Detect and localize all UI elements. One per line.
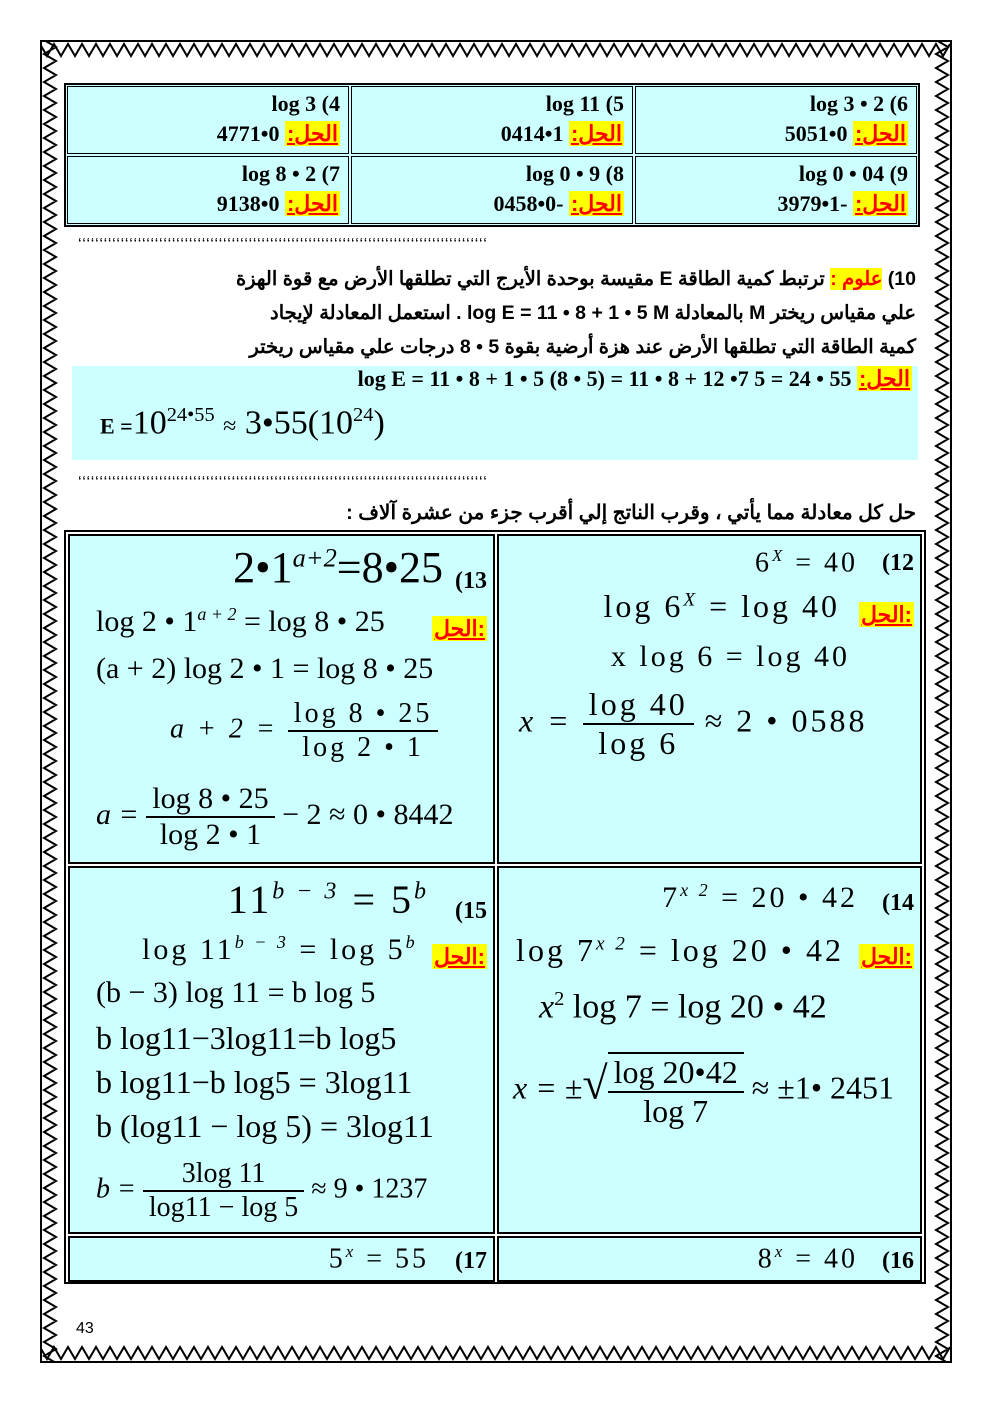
problem-17-number: (17 (455, 1248, 487, 1274)
problem-5: log 11 (5 (545, 91, 624, 116)
answer-8: -0•0458 (493, 191, 564, 216)
problem-17-equation: 5$^x$ = 55 (328, 1242, 429, 1275)
problem-15-step-5: b (log11 − log 5) = 3log11 (96, 1108, 434, 1144)
solution-label: الحل: (854, 121, 906, 146)
solution-label: الحل: (570, 121, 622, 146)
problem-13-number: (13 (455, 568, 487, 594)
solution-label: الحل: (433, 944, 485, 969)
problem-14-cell (497, 866, 922, 1234)
problem-10-text (78, 262, 916, 364)
problem-10-number: 10) (887, 268, 916, 290)
answer-7: 0•9138 (216, 191, 280, 216)
problem-10-result (100, 404, 385, 442)
decorative-border-right (930, 40, 952, 1363)
solution-label: الحل: (860, 944, 912, 969)
table-cell-5 (351, 86, 633, 154)
problem-15-number: (15 (455, 898, 487, 924)
equations-table (64, 530, 926, 1284)
problem-15-cell (68, 866, 495, 1234)
problem-14-equation: $7^{x 2} = 20$ • 42 (662, 880, 858, 914)
problem-10-line-1: ترتبط كمية الطاقة E مقيسة بوحدة الأيرج التي تطلقها الأرض مع قوة الهزة (235, 268, 825, 290)
problem-16-cell (497, 1236, 922, 1282)
answer-6: 0•5051 (784, 121, 848, 146)
problem-8: log 0 • 9 (8 (525, 161, 624, 186)
problem-12-equation: $6^X = 40$ (754, 546, 858, 579)
solution-label: الحل: (286, 121, 338, 146)
problem-13-step-4: a = $\frac{\log 8 • 25}{\log 2 • 1}$ − 2 ≈ 0 • 8442 (96, 782, 454, 851)
problem-9: log 0 • 04 (9 (798, 161, 908, 186)
problem-12-cell (497, 534, 922, 864)
solution-label: الحل: (286, 191, 338, 216)
problem-10-solution (72, 366, 918, 460)
problem-4: log 3 (4 (271, 91, 340, 116)
solution-label: الحل: (854, 191, 906, 216)
result-lhs: E = (100, 413, 133, 439)
table-cell-8 (351, 156, 633, 224)
answer-4: 0•4771 (216, 121, 280, 146)
science-tag: علوم : (830, 268, 883, 290)
answer-9: -1•3979 (777, 191, 848, 216)
problem-15-equation: $11^{b - 3} = 5^b$ (227, 877, 429, 922)
problem-14-number: (14 (882, 890, 914, 916)
decorative-border-top (40, 40, 952, 62)
result-value-exponent: 24 (353, 404, 374, 426)
approx-sign: ≈ (223, 413, 237, 440)
problem-15-step-1: $\log 11^{b - 3} = \log 5^b$ (142, 932, 418, 966)
decorative-border-bottom (40, 1341, 952, 1363)
page-number: 43 (76, 1320, 94, 1337)
problem-10-line-3: كمية الطاقة التي تطلقها الأرض عند هزة أرضية بقوة 5 • 8 درجات علي مقياس ريختر (249, 336, 916, 358)
problem-17-cell (68, 1236, 495, 1282)
result-base: 10 (132, 404, 167, 442)
problem-13-equation: $2•1^{a+2}=8•25$ (233, 542, 443, 592)
problem-7: log 8 • 2 (7 (241, 161, 340, 186)
problem-15-step-3: b log11−3log11=b log5 (96, 1020, 397, 1056)
result-value: 3•55(10 (244, 404, 354, 442)
answer-5: 1•0414 (500, 121, 564, 146)
problem-10-line-2: علي مقياس ريختر M بالمعادلة log E = 11 • 8 + 1 • 5 M . استعمل المعادلة لإيجاد (270, 302, 916, 324)
decorative-border-left (40, 40, 62, 1363)
problem-14-step-1: $\log 7^{x 2} = \log 20$ • 42 (516, 932, 844, 968)
table-cell-4 (67, 86, 349, 154)
problem-16-number: (16 (882, 1248, 914, 1274)
problem-13-step-3: a + 2 = $\frac{\log 8 • 25}{\log 2 • 1}$ (170, 698, 438, 764)
solution-label: الحل: (860, 602, 912, 627)
table-cell-7 (67, 156, 349, 224)
problem-15-step-4: b log11−b log5 = 3log11 (96, 1064, 413, 1100)
problem-14-step-3: x = ±√ $\frac{\log 20•42}{\log 7}$ ≈ ±1• 2451 (513, 1054, 895, 1129)
problem-13-step-2: (a + 2) log 2 • 1 = log 8 • 25 (96, 652, 434, 685)
problem-13-cell (68, 534, 495, 864)
problem-15-step-2: (b − 3) log 11 = b log 5 (96, 976, 376, 1009)
result-close: ) (373, 404, 385, 442)
solution-label: الحل: (858, 366, 910, 391)
problem-12-step-2: x log 6 = log 40 (610, 640, 850, 673)
separator-line: ‘‘‘‘‘‘‘‘‘‘‘‘‘‘‘‘‘‘‘‘‘‘‘‘‘‘‘‘‘‘‘‘‘‘‘‘‘‘‘‘‘‘‘‘‘‘‘‘‘‘‘‘‘‘‘‘‘‘‘‘‘‘‘‘‘‘‘‘‘‘‘‘‘‘‘‘‘‘‘‘‘‘‘‘‘‘‘‘‘‘‘‘‘‘‘‘ (78, 236, 488, 253)
problem-13-step-1: log 2 • $1^{a + 2} = \log 8$ • 25 (96, 604, 385, 638)
problem-10-solution-equation: log E = 11 • 8 + 1 • 5 (8 • 5) = 11 • 8 + 12 •7 5 = 24 • 55 (357, 366, 852, 391)
solution-label: الحل: (570, 191, 622, 216)
problem-14-step-2: $x^2$ log 7 = log 20 • 42 (539, 988, 827, 1026)
problem-16-equation: 8$^x$ = 40 (757, 1242, 858, 1275)
separator-line: ‘‘‘‘‘‘‘‘‘‘‘‘‘‘‘‘‘‘‘‘‘‘‘‘‘‘‘‘‘‘‘‘‘‘‘‘‘‘‘‘‘‘‘‘‘‘‘‘‘‘‘‘‘‘‘‘‘‘‘‘‘‘‘‘‘‘‘‘‘‘‘‘‘‘‘‘‘‘‘‘‘‘‘‘‘‘‘‘‘‘‘‘‘‘‘‘ (78, 474, 488, 491)
problem-12-step-3: x = $\frac{\log 40}{\log 6}$ ≈ 2 • 0588 (519, 686, 868, 761)
instruction-text: حل كل معادلة مما يأتي ، وقرب الناتج إلي أقرب جزء من عشرة آلاف : (346, 502, 916, 524)
problem-12-step-1: $\log 6^X = \log 40$ (603, 588, 840, 624)
solution-label: الحل: (433, 616, 485, 641)
table-cell-9 (635, 156, 917, 224)
log-values-table (64, 83, 920, 227)
problem-12-number: (12 (882, 550, 914, 576)
result-exponent: 24•55 (166, 404, 215, 426)
problem-6: log 3 • 2 (6 (809, 91, 908, 116)
problem-15-step-6: b = $\frac{3\log 11}{\log 11 - \log 5}$ ≈ 9 • 1237 (96, 1158, 428, 1223)
table-cell-6 (635, 86, 917, 154)
